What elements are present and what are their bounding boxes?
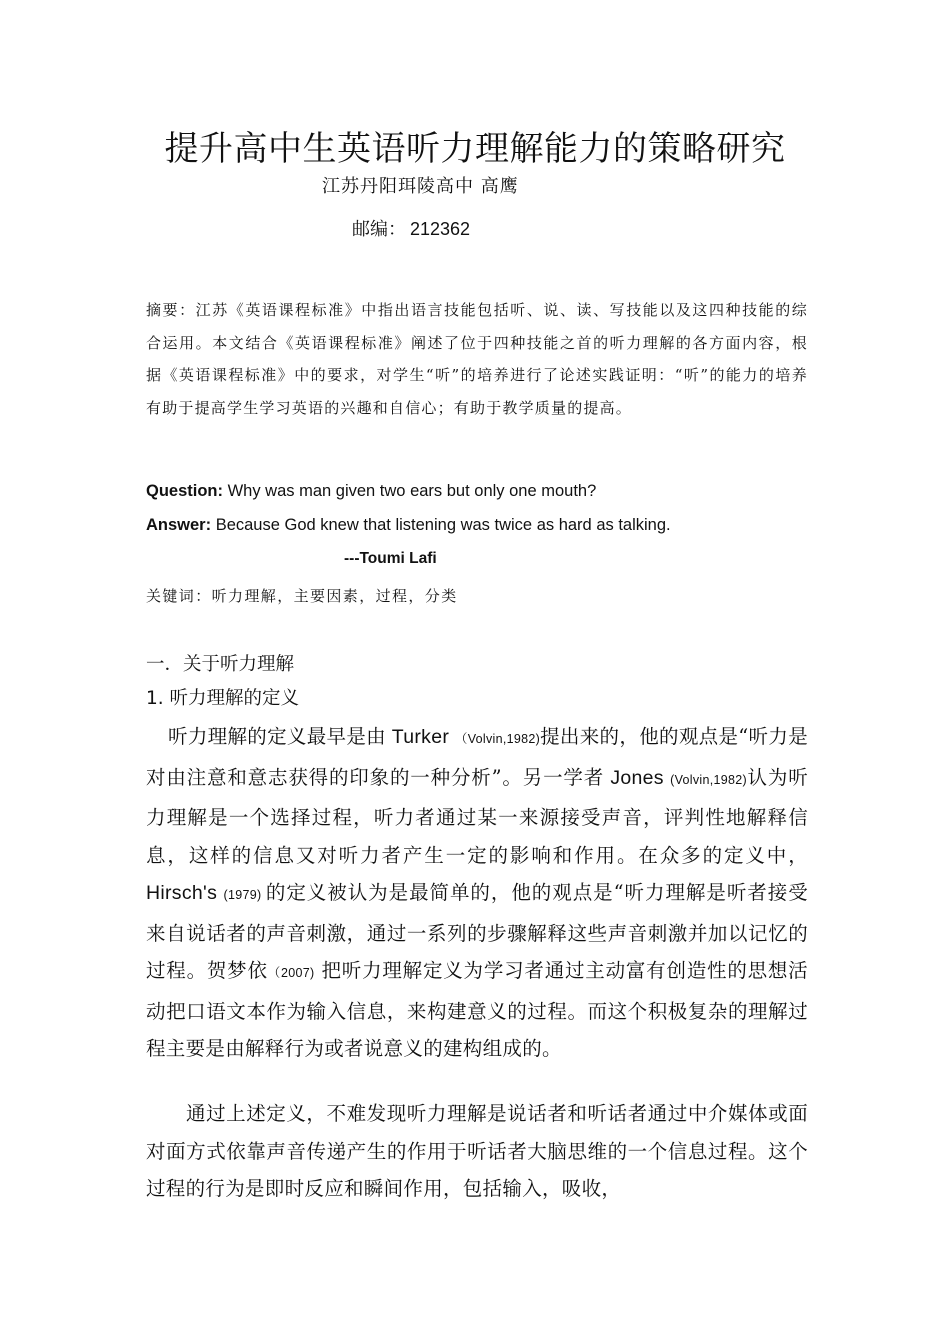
para1-name-jones: Jones <box>604 766 671 789</box>
section-heading: 一．关于听力理解 <box>146 654 295 675</box>
para1-text-5: 把听力理解定义为学习者通过主动富有创造性的思想活动把口语文本作为输入信息，来构建意义的过程。而这个积极复杂的理解过程主要是由解释行为或者说意义的建构组成的。 <box>146 959 808 1060</box>
subsection-heading: 1. 听力理解的定义 <box>146 688 300 709</box>
para1-citation-4: （2007) <box>267 966 315 980</box>
quote-attribution: ---Toumi Lafi <box>344 550 437 567</box>
postcode-line <box>352 216 470 243</box>
answer-text: Because God knew that listening was twice as hard as talking. <box>211 516 671 534</box>
document-title: 提升高中生英语听力理解能力的策略研究 <box>164 129 786 169</box>
question-line <box>146 479 596 503</box>
postcode-value: 212362 <box>410 219 471 239</box>
definition-paragraph <box>146 718 808 1068</box>
answer-line <box>146 513 671 537</box>
keywords-line: 关键词：听力理解，主要因素，过程，分类 <box>146 587 458 605</box>
para1-text-1: 听力理解的定义最早是由 <box>168 725 386 748</box>
answer-label: Answer: <box>146 516 212 534</box>
para1-text-2: 提出来的，他的观点是“听力是对由注意和意志获得的印象的一种分析”。另一学者 <box>146 725 808 789</box>
author-line: 江苏丹阳珥陵高中 高鹰 <box>322 176 519 197</box>
question-text: Why was man given two ears but only one mouth? <box>223 482 597 500</box>
para1-name-hirsch: Hirsch's <box>146 882 224 904</box>
para1-citation-2: (Volvin,1982) <box>670 772 747 787</box>
postcode-label: 邮编： <box>352 219 406 240</box>
summary-paragraph: 通过上述定义，不难发现听力理解是说话者和听话者通过中介媒体或面对面方式依靠声音传递产生的作用于听话者大脑思维的一个信息过程。这个过程的行为是即时反应和瞬间作用，包括输入，吸收， <box>146 1102 808 1200</box>
question-label: Question: <box>146 482 223 500</box>
para1-citation-1: （Volvin,1982) <box>454 732 541 746</box>
para1-text-3: 认为听力理解是一个选择过程，听力者通过某一来源接受声音，评判性地解释信息，这样的信息又对听力者产生一定的影响和作用。在众多的定义中， <box>146 765 808 867</box>
abstract-paragraph: 摘要：江苏《英语课程标准》中指出语言技能包括听、说、读、写技能以及这四种技能的综合运用。本文结合《英语课程标准》阐述了位于四种技能之首的听力理解的各方面内容，根据《英语课程标准》中的要求，对学生“听”的培养进行了论述实践证明：“听”的能力的培养有助于提高学生学习英语的兴趣和自信心；有助于教学质量的提高。 <box>146 301 808 417</box>
para1-citation-3: (1979) <box>223 888 266 902</box>
para1-text-4: 的定义被认为是最简单的，他的观点是“听力理解是听者接受来自说话者的声音刺激，通过一系列的步骤解释这些声音刺激并加以记忆的过程。贺梦依 <box>146 881 808 982</box>
para1-name-turker: Turker <box>385 726 455 748</box>
